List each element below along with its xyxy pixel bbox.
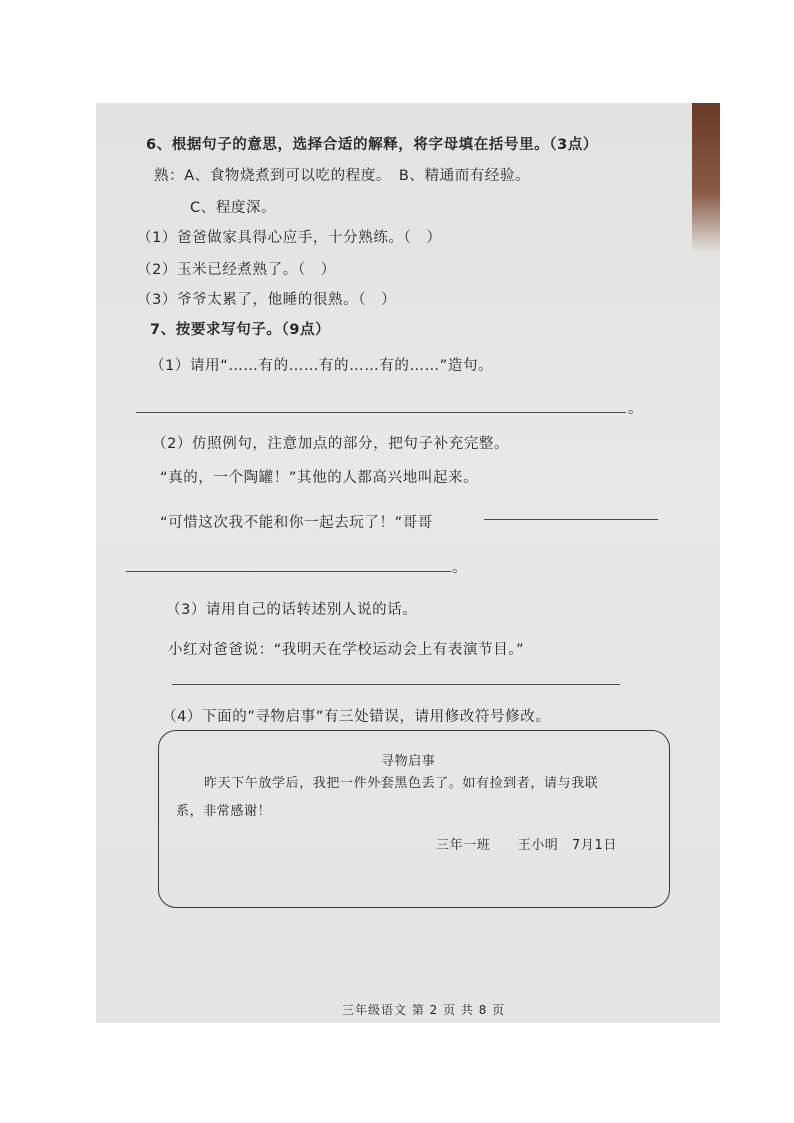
page-edge-shadow [692, 103, 720, 253]
notice-body-line1: 昨天下午放学后，我把一件外套黑色丢了。如有捡到者，请与我联 [204, 776, 599, 791]
q7-part2-period: 。 [452, 560, 468, 576]
notice-title: 寻物启事 [381, 754, 436, 769]
q6-item-3: （3）爷爷太累了，他睡的很熟。（ ） [137, 292, 397, 308]
q7-part2-example: “真的，一个陶罐！”其他的人都高兴地叫起来。 [160, 470, 479, 486]
q6-definition-line1: 熟：A、食物烧煮到可以吃的程度。 B、精通而有经验。 [154, 168, 531, 184]
q7-title: 7、按要求写句子。（9点） [150, 322, 331, 338]
q7-part1-instruction: （1）请用“……有的……有的……有的……”造句。 [150, 358, 494, 374]
q6-title: 6、根据句子的意思，选择合适的解释，将字母填在括号里。（3点） [146, 137, 599, 153]
q7-part3-quote: 小红对爸爸说：“我明天在学校运动会上有表演节目。” [168, 642, 525, 658]
q7-part1-period: 。 [628, 401, 644, 417]
q6-definition-line2: C、程度深。 [190, 200, 277, 216]
notice-signature: 三年一班 王小明 7月1日 [436, 838, 617, 853]
q7-part2-answer-line-a[interactable] [484, 519, 658, 520]
q7-part1-answer-line[interactable] [136, 412, 626, 413]
page-footer: 三年级语文 第 2 页 共 8 页 [342, 1003, 506, 1017]
notice-body-line2: 系，非常感谢！ [176, 804, 272, 819]
q6-item-1: （1）爸爸做家具得心应手，十分熟练。（ ） [137, 230, 442, 246]
q7-part2-instruction: （2）仿照例句，注意加点的部分，把句子补充完整。 [152, 436, 510, 452]
q7-part4-instruction: （4）下面的”寻物启事”有三处错误，请用修改符号修改。 [162, 709, 551, 725]
q7-part2-prompt: “可惜这次我不能和你一起去玩了！”哥哥 [160, 515, 433, 531]
q7-part2-answer-line-b[interactable] [126, 571, 451, 572]
q7-part3-instruction: （3）请用自己的话转述别人说的话。 [166, 602, 418, 618]
q6-item-2: （2）玉米已经煮熟了。（ ） [137, 262, 336, 278]
q7-part3-answer-line[interactable] [172, 684, 620, 685]
